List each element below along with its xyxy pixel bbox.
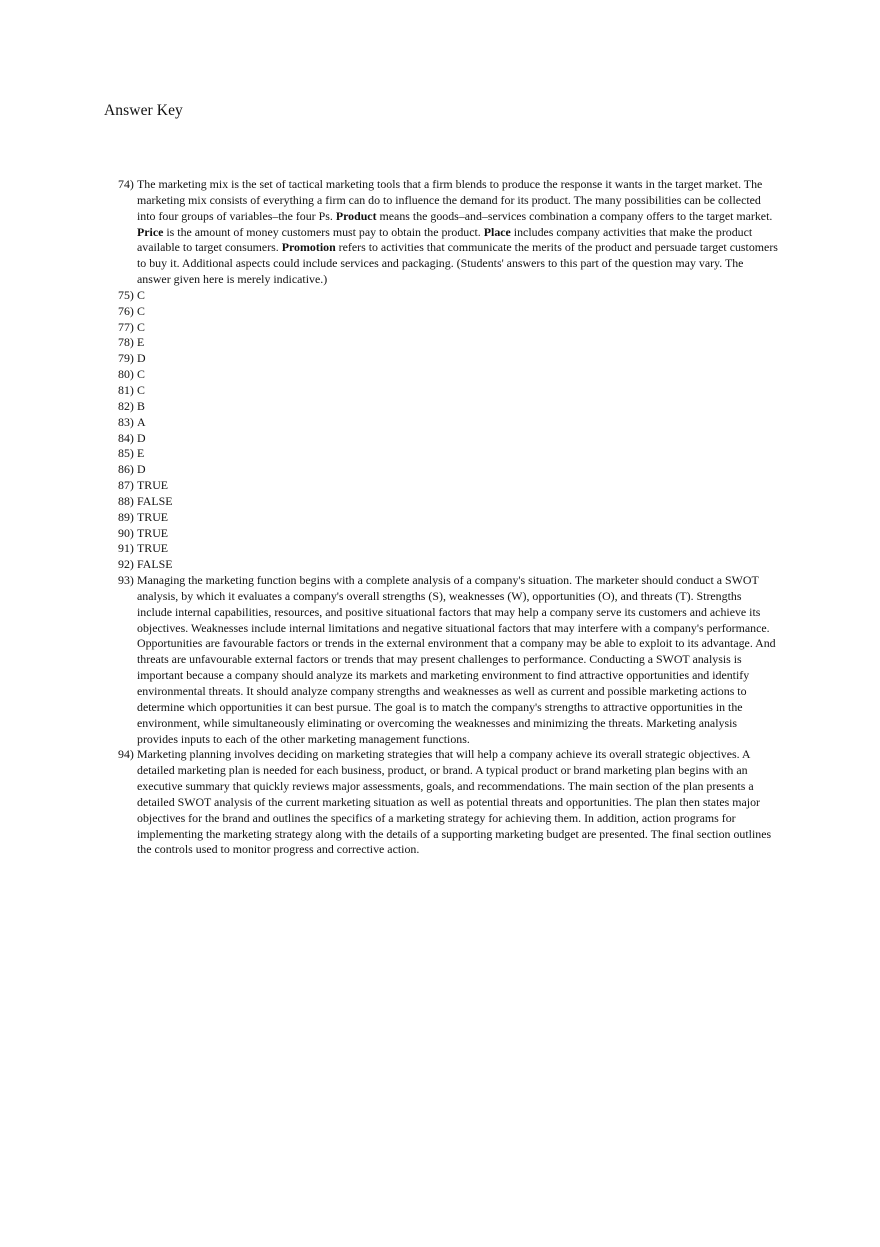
answer-text — [137, 462, 778, 478]
answer-text-segment: C — [137, 367, 145, 382]
answer-keyword: Promotion — [281, 240, 336, 255]
answer-keyword: Price — [137, 224, 164, 239]
answer-text-segment: TRUE — [137, 541, 169, 556]
answer-text — [137, 320, 778, 336]
answer-text-segment: TRUE — [137, 478, 169, 493]
answer-text-segment: E — [137, 335, 145, 350]
answer-text — [137, 478, 778, 494]
answer-item — [118, 351, 778, 367]
answer-number: 81) — [118, 382, 134, 397]
answer-number: 85) — [118, 446, 134, 461]
answer-number: 82) — [118, 398, 134, 413]
answer-text — [137, 288, 778, 304]
answer-text-segment: FALSE — [137, 557, 173, 572]
answer-text-segment: The marketing mix is the set of tactical marketing tools that a firm blends to produce the response it wants in the target market. The marketing mix consists of everything a firm can do to influence the demand for its product. The many possibilities can be collected into four groups of variables–the four Ps. — [137, 177, 763, 223]
answer-text-segment: C — [137, 319, 145, 334]
answer-item — [118, 304, 778, 320]
answer-text-segment: C — [137, 382, 145, 397]
answer-number: 86) — [118, 462, 134, 477]
answer-item — [118, 557, 778, 573]
answer-item — [118, 541, 778, 557]
answer-number: 74) — [118, 177, 134, 191]
answer-text-segment: Marketing planning involves deciding on marketing strategies that will help a company achieve its overall strategic objectives. A detailed marketing plan is needed for each business, product, or brand. A typical product or brand marketing plan begins with an executive summary that quickly reviews major assessments, goals, and recommendations. The main section of the plan presents a detailed SWOT analysis of the current marketing situation as well as potential threats and opportunities. The plan then states major objectives for the brand and outlines the specifics of a marketing strategy for achieving them. In addition, action programs for implementing the marketing strategy along with the details of a supporting marketing budget are presented. The final section outlines the controls used to monitor progress and corrective action. — [137, 747, 772, 857]
answer-text — [137, 177, 778, 288]
answer-item — [118, 526, 778, 542]
answer-number: 76) — [118, 303, 134, 318]
answer-text-segment: D — [137, 462, 146, 477]
answer-number: 77) — [118, 319, 134, 334]
answer-text — [137, 494, 778, 510]
answer-text-segment: TRUE — [137, 509, 169, 524]
answer-text-segment: B — [137, 398, 145, 413]
answer-text — [137, 415, 778, 431]
answer-number: 79) — [118, 351, 134, 366]
answer-item — [118, 415, 778, 431]
answer-text-segment: refers to activities that communicate the merits of the product and persuade target customers to buy it. Additional aspects could include services and packaging. (Students' answers to this part of the question may vary. The answer given here is merely indicative.) — [137, 240, 778, 287]
answer-item — [118, 573, 778, 747]
answer-number: 92) — [118, 557, 134, 572]
answer-item — [118, 462, 778, 478]
answer-keyword: Product — [335, 208, 377, 223]
answer-number: 83) — [118, 414, 134, 429]
answer-item — [118, 747, 778, 858]
answer-text-segment: A — [137, 414, 146, 429]
answer-item — [118, 177, 778, 288]
answer-number: 93) — [118, 573, 134, 588]
page-title: Answer Key — [104, 102, 183, 119]
answer-item — [118, 494, 778, 510]
answer-item — [118, 383, 778, 399]
answer-number: 89) — [118, 509, 134, 524]
answer-text-segment: Managing the marketing function begins with a complete analysis of a company's situation. The marketer should conduct a SWOT analysis, by which it evaluates a company's overall strengths (S), weaknesses (W), opportunities (O), and threats (T). Strengths include internal capabilities, resources, and positive situational factors that may help a company serve its customers and achieve its objectives. Weaknesses include internal limitations and negative situational factors that may interfere with a company's performance. Opportunities are favourable factors or trends in the external environment that a company may be able to exploit to its advantage. And threats are unfavourable external factors or trends that may present challenges to performance. Conducting a SWOT analysis is important because a company should analyze its markets and marketing environment to find attractive opportunities and identify environmental threats. It should analyze company strengths and weaknesses as well as current and possible marketing actions to determine which opportunities it can best pursue. The goal is to match the company's strengths to attractive opportunities in the environment, while simultaneously eliminating or overcoming the weaknesses and minimizing the threats. Marketing analysis provides inputs to each of the other marketing management functions. — [137, 573, 776, 746]
answer-text-segment: D — [137, 351, 146, 366]
answer-text — [137, 510, 778, 526]
answer-item — [118, 367, 778, 383]
answer-text — [137, 399, 778, 415]
answer-text-segment: D — [137, 430, 146, 445]
answer-text — [137, 351, 778, 367]
answer-number: 84) — [118, 430, 134, 445]
answer-number: 87) — [118, 478, 134, 493]
answer-item — [118, 431, 778, 447]
answer-text-segment: C — [137, 287, 145, 302]
answer-text-segment: TRUE — [137, 525, 169, 540]
answer-text — [137, 335, 778, 351]
answer-item — [118, 320, 778, 336]
answer-number: 75) — [118, 287, 134, 302]
answer-number: 94) — [118, 747, 134, 762]
answer-text-segment: E — [137, 446, 145, 461]
answer-text-segment: C — [137, 303, 145, 318]
answer-item — [118, 288, 778, 304]
answer-text — [137, 573, 778, 747]
answer-item — [118, 478, 778, 494]
answer-item — [118, 446, 778, 462]
answer-number: 80) — [118, 367, 134, 382]
answer-text — [137, 526, 778, 542]
answer-number: 88) — [118, 493, 134, 508]
answer-text — [137, 431, 778, 447]
answer-text — [137, 747, 778, 858]
answer-keyword: Place — [483, 224, 511, 239]
answer-number: 91) — [118, 541, 134, 556]
answer-item — [118, 335, 778, 351]
answer-item — [118, 510, 778, 526]
answer-list — [118, 177, 778, 858]
answer-text-segment: includes company activities that make the product available to target consumers. — [137, 224, 753, 255]
answer-text — [137, 557, 778, 573]
answer-number: 90) — [118, 525, 134, 540]
answer-text — [137, 367, 778, 383]
answer-text-segment: FALSE — [137, 493, 173, 508]
answer-text — [137, 446, 778, 462]
answer-number: 78) — [118, 335, 134, 350]
answer-text — [137, 383, 778, 399]
answer-text-segment: is the amount of money customers must pay to obtain the product. — [163, 224, 484, 239]
answer-text-segment: means the goods–and–services combination a company offers to the target market. — [376, 208, 773, 223]
answer-text — [137, 304, 778, 320]
answer-text — [137, 541, 778, 557]
answer-item — [118, 399, 778, 415]
